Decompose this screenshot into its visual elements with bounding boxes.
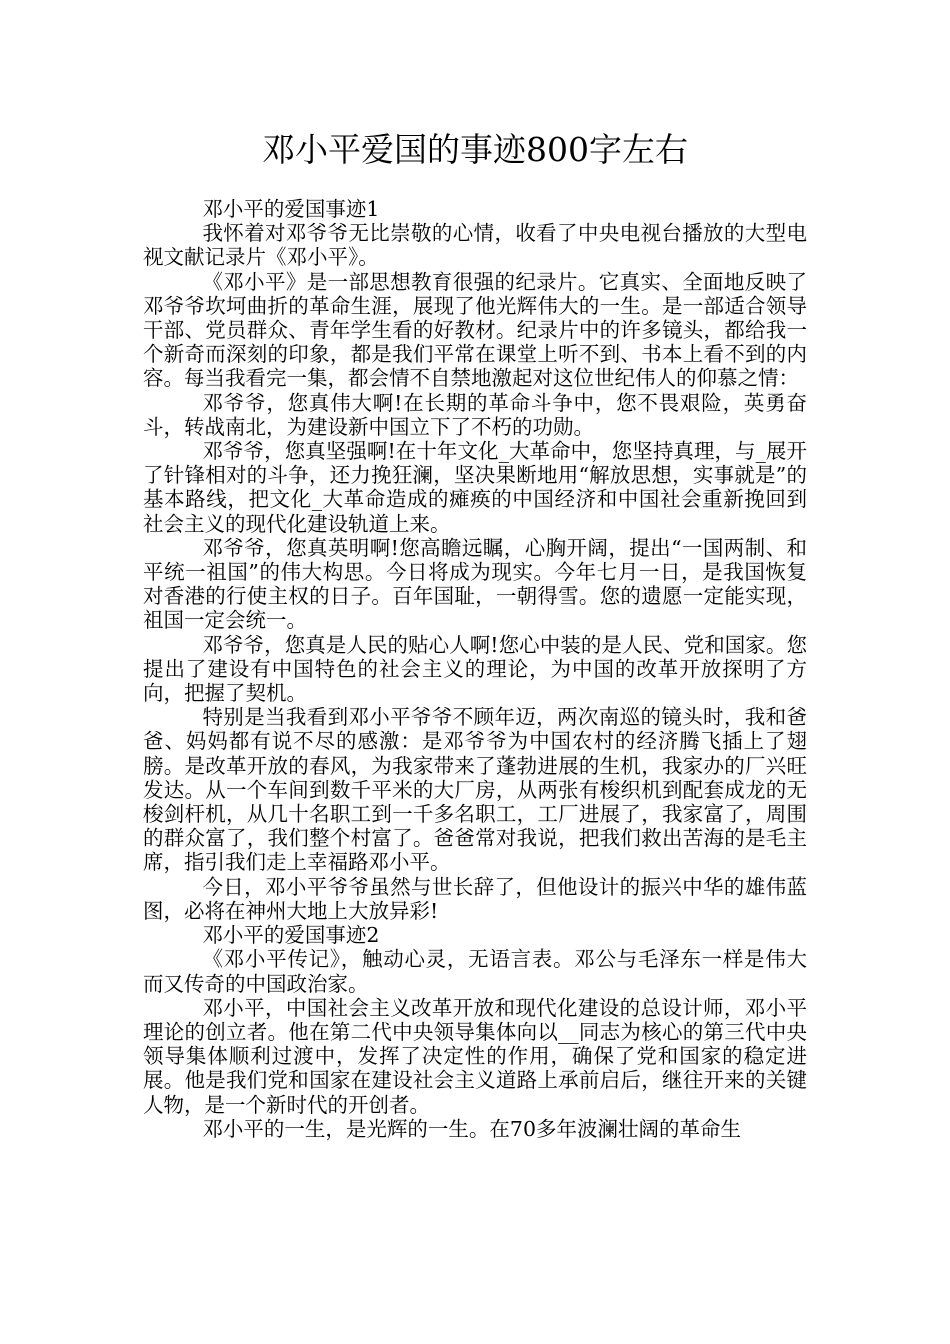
paragraph: 《邓小平传记》，触动心灵，无语言表。邓公与毛泽东一样是伟大而又传奇的中国政治家。 bbox=[143, 947, 807, 996]
paragraph: 邓小平的一生，是光辉的一生。在70多年波澜壮阔的革命生 bbox=[202, 1116, 742, 1141]
paragraph: 邓爷爷，您真坚强啊!在十年文化_大革命中，您坚持真理，与_展开了针锋相对的斗争，还力挽狂澜，坚决果断地用“解放思想，实事就是”的基本路线，把文化_大革命造成的瘫痪的中国经济和中国社会重新挽回到社会主义的现代化建设轨道上来。 bbox=[143, 439, 807, 536]
document-title: 邓小平爱国的事迹800字左右 bbox=[262, 130, 688, 169]
paragraph: 邓爷爷，您真英明啊!您高瞻远瞩，心胸开阔，提出“一国两制、和平统一祖国”的伟大构思。今日将成为现实。今年七月一日，是我国恢复对香港的行使主权的日子。百年国耻，一朝得雪。您的遗愿一定能实现，祖国一定会统一。 bbox=[143, 535, 807, 633]
paragraph: 特别是当我看到邓小平爷爷不顾年迈，两次南巡的镜头时，我和爸爸、妈妈都有说不尽的感激：是邓爷爷为中国农村的经济腾飞插上了翅膀。是改革开放的春风，为我家带来了蓬勃进展的生机，我家办的厂兴旺发达。从一个车间到数千平米的大厂房，从两张有梭织机到配套成龙的无梭剑杆机，从几十名职工到一千多名职工，工厂进展了，我家富了，周围的群众富了，我们整个村富了。爸爸常对我说，把我们救出苦海的是毛主席，指引我们走上幸福路邓小平。 bbox=[143, 705, 807, 875]
document-body bbox=[143, 197, 807, 1141]
paragraph: 《邓小平》是一部思想教育很强的纪录片。它真实、全面地反映了邓爷爷坎坷曲折的革命生涯，展现了他光辉伟大的一生。是一部适合领导干部、党员群众、青年学生看的好教材。纪录片中的许多镜头，都给我一个新奇而深刻的印象，都是我们平常在课堂上听不到、书本上看不到的内容。每当我看完一集，都会情不自禁地激起对这位世纪伟人的仰慕之情： bbox=[143, 269, 807, 391]
paragraph: 邓小平，中国社会主义改革开放和现代化建设的总设计师，邓小平理论的创立者。他在第二代中央领导集体向以__同志为核心的第三代中央领导集体顺利过渡中，发挥了决定性的作用，确保了党和国家的稳定进展。他是我们党和国家在建设社会主义道路上承前启后，继往开来的关键人物，是一个新时代的开创者。 bbox=[143, 995, 807, 1117]
paragraph: 今日，邓小平爷爷虽然与世长辞了，但他设计的振兴中华的雄伟蓝图，必将在神州大地上大放异彩! bbox=[143, 874, 807, 923]
section-heading: 邓小平的爱国事迹1 bbox=[202, 197, 380, 221]
paragraph: 邓爷爷，您真是人民的贴心人啊!您心中装的是人民、党和国家。您提出了建设有中国特色的社会主义的理论，为中国的改革开放探明了方向，把握了契机。 bbox=[143, 632, 807, 706]
paragraph: 邓爷爷，您真伟大啊!在长期的革命斗争中，您不畏艰险，英勇奋斗，转战南北，为建设新中国立下了不朽的功勋。 bbox=[143, 390, 807, 439]
section-heading: 邓小平的爱国事迹2 bbox=[202, 923, 380, 948]
paragraph: 我怀着对邓爷爷无比崇敬的心情，收看了中央电视台播放的大型电视文献记录片《邓小平》。 bbox=[143, 221, 807, 270]
